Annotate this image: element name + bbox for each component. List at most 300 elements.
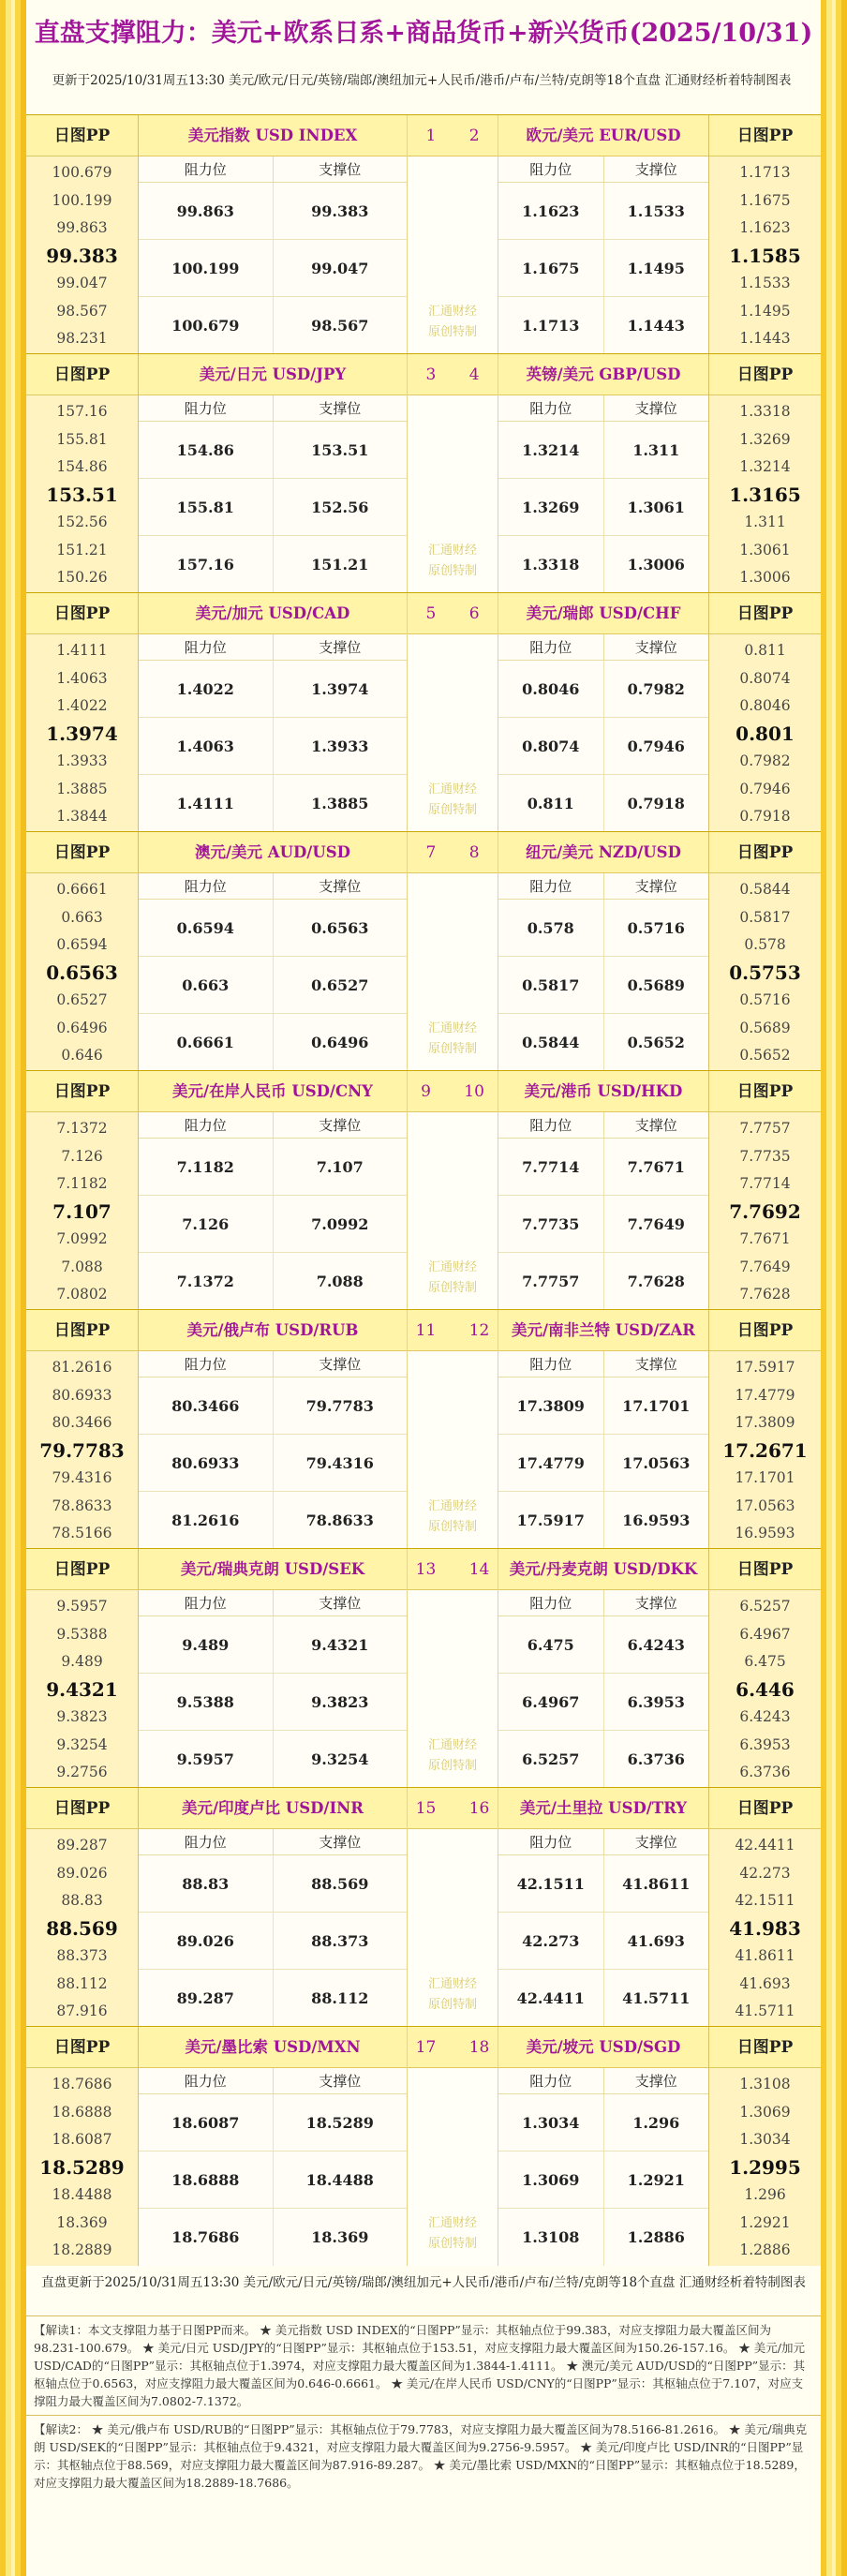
level-value: 7.1372	[56, 1120, 108, 1137]
resistance-value: 42.273	[522, 1932, 580, 1950]
level-value: 1.1443	[739, 330, 791, 347]
level-value: 81.2616	[52, 1359, 112, 1376]
support-header: 支撑位	[273, 1112, 408, 1138]
pair-numbers: 1 2	[408, 115, 498, 156]
level-row	[498, 1014, 708, 1071]
support-value: 0.6496	[273, 1014, 408, 1071]
pair-name: 美元/瑞郎 USD/CHF	[498, 593, 708, 634]
pp-header: 日图PP	[709, 832, 821, 873]
support-value: 7.7649	[603, 1196, 709, 1252]
pp-column-left	[26, 1549, 139, 1788]
level-value: 1.2886	[739, 2241, 791, 2258]
level-row	[498, 1970, 708, 2027]
level-value: 100.679	[52, 164, 112, 181]
support-value: 88.373	[273, 1913, 408, 1969]
level-value: 80.6933	[52, 1386, 112, 1404]
resistance-value: 9.489	[182, 1636, 230, 1654]
level-row	[498, 957, 708, 1014]
column-headers	[498, 1351, 708, 1377]
update-header: 更新于2025/10/31周五13:30 美元/欧元/日元/英镑/瑞郎/澳纽加元+人民币/港币/卢布/兰特/克朗等18个直盘 汇通财经析着特制图表	[52, 73, 792, 88]
level-row	[139, 1674, 407, 1731]
level-row	[498, 1196, 708, 1253]
level-value: 78.8633	[52, 1496, 112, 1514]
level-value: 1.311	[744, 514, 786, 530]
pair-number-column	[407, 354, 498, 593]
column-headers	[139, 1351, 407, 1377]
level-value: 6.4967	[739, 1625, 791, 1643]
pair-name: 欧元/美元 EUR/USD	[498, 115, 708, 156]
resistance-value: 42.4411	[516, 1989, 585, 2007]
level-row	[498, 1139, 708, 1196]
level-value: 18.6888	[52, 2103, 112, 2121]
resistance-value: 1.3318	[522, 556, 580, 573]
pair-block	[26, 1309, 821, 1548]
level-value: 0.811	[744, 642, 786, 659]
resistance-value: 7.1372	[176, 1273, 234, 1290]
level-value: 7.7757	[739, 1120, 791, 1137]
support-value: 99.047	[273, 240, 408, 296]
pair-block	[26, 1070, 821, 1309]
watermark-line: 汇通财经	[427, 305, 477, 319]
resistance-value: 0.663	[182, 976, 230, 994]
level-row	[139, 1196, 407, 1253]
pp-level-list	[26, 395, 138, 592]
resistance-value: 0.5844	[522, 1034, 580, 1051]
pivot-value: 88.569	[46, 1916, 118, 1940]
level-row	[498, 1253, 708, 1310]
pp-level-list	[709, 2068, 821, 2265]
pp-column-left	[26, 2027, 139, 2266]
level-value: 1.4022	[56, 697, 108, 714]
pp-header: 日图PP	[26, 354, 138, 395]
pp-column-left	[26, 115, 139, 354]
level-value: 7.7649	[739, 1258, 791, 1275]
resistance-value: 157.16	[176, 556, 234, 573]
pp-column-right	[708, 1310, 821, 1549]
pair-table-right	[498, 2027, 708, 2266]
pair-name: 美元/印度卢比 USD/INR	[139, 1788, 407, 1829]
pivot-value: 0.6563	[46, 960, 118, 984]
support-value: 0.7918	[603, 775, 709, 832]
pair-numbers: 11 12	[408, 1310, 498, 1351]
support-header: 支撑位	[603, 1829, 709, 1854]
resistance-value: 80.6933	[171, 1454, 240, 1472]
pair-table-left	[139, 2027, 407, 2266]
pp-header: 日图PP	[709, 115, 821, 156]
pp-column-right	[708, 1071, 821, 1310]
resistance-value: 1.4063	[176, 737, 234, 755]
support-value: 1.2886	[603, 2209, 709, 2266]
level-value: 1.2921	[739, 2213, 791, 2231]
level-value: 154.86	[56, 458, 108, 475]
watermark	[408, 302, 498, 343]
level-row	[498, 536, 708, 593]
resistance-value: 80.3466	[171, 1397, 240, 1415]
level-value: 1.3933	[56, 752, 108, 769]
resistance-value: 42.1511	[516, 1875, 585, 1893]
pair-table-left	[139, 1788, 407, 2027]
level-value: 42.1511	[735, 1892, 795, 1909]
support-header: 支撑位	[273, 634, 408, 660]
resistance-header: 阻力位	[529, 1356, 572, 1373]
level-value: 7.7628	[739, 1286, 791, 1303]
pair-number-column	[407, 115, 498, 354]
pair-table-right	[498, 1310, 708, 1549]
pair-block	[26, 1548, 821, 1787]
watermark-line: 汇通财经	[427, 543, 477, 558]
watermark-line: 原创特制	[427, 1998, 477, 2012]
resistance-value: 0.8074	[522, 737, 580, 755]
pivot-value: 6.446	[736, 1677, 795, 1701]
pair-name: 美元/坡元 USD/SGD	[498, 2027, 708, 2068]
level-value: 1.3269	[739, 430, 791, 448]
support-header: 支撑位	[273, 395, 408, 421]
resistance-header: 阻力位	[184, 161, 227, 178]
pp-level-list	[709, 1590, 821, 1787]
watermark-line: 汇通财经	[427, 782, 477, 797]
support-value: 6.4243	[603, 1616, 709, 1673]
support-value: 1.3885	[273, 775, 408, 832]
resistance-value: 1.4111	[176, 795, 234, 812]
pp-header: 日图PP	[26, 1788, 138, 1829]
level-row	[498, 422, 708, 479]
level-value: 87.916	[56, 2003, 108, 2019]
level-row	[139, 957, 407, 1014]
interpretation-1: 【解读1：本文支撑阻力基于日图PP而来。 ★ 美元指数 USD INDEX的“日图PP”显示：其枢轴点位于99.383，对应支撑阻力最大覆盖区间为98.231-100.679。 ★ 美元/日元 USD/JPY的“日图PP”显示：其枢轴点位于153.51，对应支撑阻力最大覆盖区间为150.26-157.16。 ★ 美元/加元 USD/CAD的“日图PP”显示：其枢轴点位于1.3974，对应支撑阻力最大覆盖区间为1.3844-1.4111。 ★ 澳元/美元 AUD/USD的“日图PP”显示：其枢轴点位于0.6563，对应支撑阻力最大覆盖区间为0.646-0.6661。 ★ 美元/在岸人民币 USD/CNY的“日图PP”显示：其枢轴点位于7.107，对应支撑阻力最大覆盖区间为7.0802-7.1372。	[26, 2315, 821, 2415]
resistance-value: 0.8046	[522, 680, 580, 698]
pivot-value: 1.2995	[729, 2155, 801, 2179]
resistance-header: 阻力位	[529, 639, 572, 656]
pair-table-left	[139, 354, 407, 593]
level-value: 9.5957	[56, 1598, 108, 1615]
resistance-value: 1.1713	[522, 317, 580, 335]
support-value: 9.4321	[273, 1616, 408, 1673]
resistance-value: 6.4967	[522, 1693, 580, 1711]
support-value: 9.3823	[273, 1674, 408, 1730]
pp-header: 日图PP	[26, 115, 138, 156]
pivot-value: 79.7783	[39, 1438, 125, 1462]
support-value: 41.693	[603, 1913, 709, 1969]
level-value: 79.4316	[52, 1469, 112, 1486]
column-headers	[498, 1112, 708, 1139]
pp-level-list	[26, 1829, 138, 2026]
pair-blocks	[26, 114, 821, 2265]
level-value: 0.6496	[56, 1019, 108, 1036]
support-value: 9.3254	[273, 1731, 408, 1788]
watermark-line: 汇通财经	[427, 1260, 477, 1274]
level-value: 98.231	[56, 330, 108, 347]
level-value: 6.3953	[739, 1735, 791, 1753]
resistance-value: 9.5388	[176, 1693, 234, 1711]
level-value: 18.2889	[52, 2241, 112, 2258]
level-value: 1.1495	[739, 302, 791, 320]
pp-column-left	[26, 832, 139, 1071]
level-value: 0.646	[61, 1047, 103, 1064]
pair-name: 美元指数 USD INDEX	[139, 115, 407, 156]
pp-level-list	[709, 1112, 821, 1309]
resistance-value: 1.3069	[522, 2171, 580, 2189]
level-value: 0.6661	[56, 881, 108, 898]
watermark-line: 原创特制	[427, 1520, 477, 1534]
level-value: 7.126	[61, 1147, 103, 1165]
resistance-header: 阻力位	[529, 161, 572, 178]
pair-name: 美元/瑞典克朗 USD/SEK	[139, 1549, 407, 1590]
pivot-value: 9.4321	[46, 1677, 118, 1701]
level-row	[139, 479, 407, 536]
watermark	[408, 541, 498, 582]
pp-column-right	[708, 832, 821, 1071]
level-row	[498, 775, 708, 832]
pair-table-right	[498, 1549, 708, 1788]
watermark-line: 原创特制	[427, 2237, 477, 2251]
support-value: 153.51	[273, 422, 408, 478]
level-row	[498, 1731, 708, 1788]
level-value: 78.5166	[52, 1525, 112, 1541]
support-value: 0.5716	[603, 900, 709, 956]
pp-header: 日图PP	[709, 354, 821, 395]
pair-block	[26, 114, 821, 353]
pair-block	[26, 1787, 821, 2026]
resistance-value: 7.1182	[176, 1158, 234, 1176]
watermark-line: 原创特制	[427, 325, 477, 339]
level-value: 6.4243	[739, 1708, 791, 1725]
support-header: 支撑位	[273, 1829, 408, 1854]
resistance-value: 7.7714	[522, 1158, 580, 1176]
level-row	[498, 1674, 708, 1731]
support-header: 支撑位	[603, 395, 709, 421]
resistance-value: 89.026	[176, 1932, 234, 1950]
support-value: 1.3006	[603, 536, 709, 593]
resistance-value: 18.7686	[171, 2228, 240, 2246]
pair-name: 美元/南非兰特 USD/ZAR	[498, 1310, 708, 1351]
resistance-value: 1.3269	[522, 499, 580, 516]
level-value: 6.3736	[739, 1764, 791, 1780]
support-value: 1.2921	[603, 2152, 709, 2208]
pair-name: 美元/土里拉 USD/TRY	[498, 1788, 708, 1829]
level-value: 0.6594	[56, 936, 108, 953]
column-headers	[139, 634, 407, 661]
level-value: 88.112	[56, 1974, 108, 1992]
support-value: 88.112	[273, 1970, 408, 2027]
column-headers	[139, 156, 407, 183]
level-row	[498, 297, 708, 354]
level-row	[139, 1492, 407, 1549]
watermark	[408, 1974, 498, 2016]
level-value: 0.6527	[56, 991, 108, 1008]
level-row	[139, 900, 407, 957]
level-value: 89.026	[56, 1864, 108, 1882]
watermark-line: 原创特制	[427, 1042, 477, 1056]
level-value: 7.1182	[56, 1175, 108, 1192]
pp-header: 日图PP	[709, 593, 821, 634]
support-value: 79.4316	[273, 1435, 408, 1491]
pp-header: 日图PP	[709, 1788, 821, 1829]
level-value: 17.5917	[735, 1359, 795, 1376]
level-value: 0.663	[61, 908, 103, 926]
pair-name: 英镑/美元 GBP/USD	[498, 354, 708, 395]
resistance-header: 阻力位	[184, 2073, 227, 2090]
watermark	[408, 1258, 498, 1299]
pp-level-list	[709, 1829, 821, 2026]
pair-number-column	[407, 1071, 498, 1310]
level-value: 0.8074	[739, 669, 791, 687]
resistance-header: 阻力位	[184, 639, 227, 656]
level-value: 17.4779	[735, 1386, 795, 1404]
support-header: 支撑位	[603, 873, 709, 899]
level-value: 7.7714	[739, 1175, 791, 1192]
watermark-line: 汇通财经	[427, 1021, 477, 1035]
level-value: 157.16	[56, 403, 108, 420]
level-value: 1.1623	[739, 219, 791, 236]
pair-block	[26, 2026, 821, 2265]
pivot-value: 99.383	[46, 244, 118, 267]
level-row	[498, 240, 708, 297]
level-row	[498, 900, 708, 957]
pp-column-right	[708, 593, 821, 832]
level-value: 150.26	[56, 569, 108, 586]
level-value: 0.5716	[739, 991, 791, 1008]
pair-number-column	[407, 1788, 498, 2027]
level-value: 1.3844	[56, 808, 108, 825]
support-header: 支撑位	[603, 1112, 709, 1138]
level-value: 1.4111	[56, 642, 108, 659]
level-value: 0.7946	[739, 780, 791, 797]
support-header: 支撑位	[603, 634, 709, 660]
support-header: 支撑位	[273, 1351, 408, 1377]
resistance-value: 18.6087	[171, 2114, 240, 2132]
level-row	[498, 2152, 708, 2209]
support-value: 88.569	[273, 1855, 408, 1912]
level-row	[139, 536, 407, 593]
level-value: 17.0563	[735, 1496, 795, 1514]
support-value: 0.6527	[273, 957, 408, 1013]
pair-table-right	[498, 354, 708, 593]
resistance-value: 1.1623	[522, 202, 580, 220]
resistance-value: 17.5917	[516, 1511, 585, 1529]
level-value: 88.373	[56, 1947, 108, 1964]
resistance-value: 0.811	[527, 795, 574, 812]
column-headers	[139, 1590, 407, 1616]
support-value: 7.088	[273, 1253, 408, 1310]
resistance-header: 阻力位	[184, 1356, 227, 1373]
resistance-header: 阻力位	[184, 878, 227, 895]
pp-header: 日图PP	[26, 593, 138, 634]
watermark-line: 汇通财经	[427, 1499, 477, 1513]
support-value: 18.369	[273, 2209, 408, 2266]
resistance-value: 0.6661	[176, 1034, 234, 1051]
pair-table-right	[498, 832, 708, 1071]
level-value: 1.3214	[739, 458, 791, 475]
level-value: 1.3006	[739, 569, 791, 586]
pair-number-column	[407, 1549, 498, 1788]
pair-name: 美元/墨比索 USD/MXN	[139, 2027, 407, 2068]
resistance-value: 9.5957	[176, 1750, 234, 1768]
support-value: 1.3974	[273, 661, 408, 717]
pair-name: 纽元/美元 NZD/USD	[498, 832, 708, 873]
level-row	[139, 661, 407, 718]
support-header: 支撑位	[603, 156, 709, 182]
support-value: 0.5652	[603, 1014, 709, 1071]
pivot-value: 1.1585	[729, 244, 801, 267]
resistance-header: 阻力位	[529, 878, 572, 895]
support-header: 支撑位	[273, 1590, 408, 1616]
resistance-value: 0.578	[527, 919, 574, 937]
level-row	[498, 661, 708, 718]
watermark-line: 汇通财经	[427, 2216, 477, 2230]
level-value: 1.3318	[739, 403, 791, 420]
pair-number-column	[407, 2027, 498, 2266]
resistance-value: 99.863	[176, 202, 234, 220]
support-value: 1.311	[603, 422, 709, 478]
footer-update: 直盘更新于2025/10/31周五13:30 美元/欧元/日元/英镑/瑞郎/澳纽加元+人民币/港币/卢布/兰特/克朗等18个直盘 汇通财经析着特制图表	[26, 2265, 821, 2315]
column-headers	[498, 395, 708, 422]
column-headers	[139, 2068, 407, 2094]
support-value: 0.5689	[603, 957, 709, 1013]
pivot-value: 7.7692	[729, 1199, 801, 1223]
support-value: 18.4488	[273, 2152, 408, 2208]
level-value: 98.567	[56, 302, 108, 320]
level-row	[139, 2209, 407, 2266]
pair-numbers: 17 18	[408, 2027, 498, 2068]
pivot-value: 17.2671	[722, 1438, 808, 1462]
pp-level-list	[709, 156, 821, 353]
pair-number-column	[407, 593, 498, 832]
level-row	[139, 183, 407, 240]
pivot-value: 1.3165	[729, 483, 801, 506]
level-value: 41.8611	[735, 1947, 795, 1964]
level-value: 88.83	[61, 1892, 103, 1909]
resistance-value: 1.3108	[522, 2228, 580, 2246]
level-value: 6.5257	[739, 1598, 791, 1615]
level-value: 155.81	[56, 430, 108, 448]
watermark-line: 汇通财经	[427, 1977, 477, 1991]
level-value: 1.3034	[739, 2131, 791, 2148]
pair-table-left	[139, 832, 407, 1071]
level-value: 80.3466	[52, 1414, 112, 1431]
level-value: 17.1701	[735, 1469, 795, 1486]
pp-column-left	[26, 1071, 139, 1310]
resistance-value: 6.5257	[522, 1750, 580, 1768]
pair-numbers: 13 14	[408, 1549, 498, 1590]
resistance-header: 阻力位	[184, 1117, 227, 1134]
pair-table-left	[139, 593, 407, 832]
resistance-value: 17.4779	[516, 1454, 585, 1472]
resistance-value: 7.126	[182, 1215, 230, 1233]
pp-header: 日图PP	[26, 2027, 138, 2068]
level-value: 99.047	[56, 275, 108, 291]
pivot-value: 153.51	[46, 483, 118, 506]
pair-name: 澳元/美元 AUD/USD	[139, 832, 407, 873]
resistance-value: 154.86	[176, 441, 234, 459]
level-value: 1.296	[744, 2186, 786, 2203]
level-value: 7.0802	[56, 1286, 108, 1303]
level-value: 89.287	[56, 1837, 108, 1854]
pp-column-right	[708, 354, 821, 593]
resistance-value: 100.199	[171, 260, 240, 277]
resistance-header: 阻力位	[529, 400, 572, 417]
level-value: 41.5711	[735, 2003, 795, 2019]
column-headers	[498, 1590, 708, 1616]
support-value: 1.3933	[273, 718, 408, 774]
level-row	[498, 2209, 708, 2266]
watermark-line: 原创特制	[427, 1281, 477, 1295]
pair-block	[26, 831, 821, 1070]
level-value: 1.3061	[739, 541, 791, 558]
watermark	[408, 1735, 498, 1777]
level-value: 9.2756	[56, 1764, 108, 1780]
pp-level-list	[709, 873, 821, 1070]
pp-column-left	[26, 1310, 139, 1549]
